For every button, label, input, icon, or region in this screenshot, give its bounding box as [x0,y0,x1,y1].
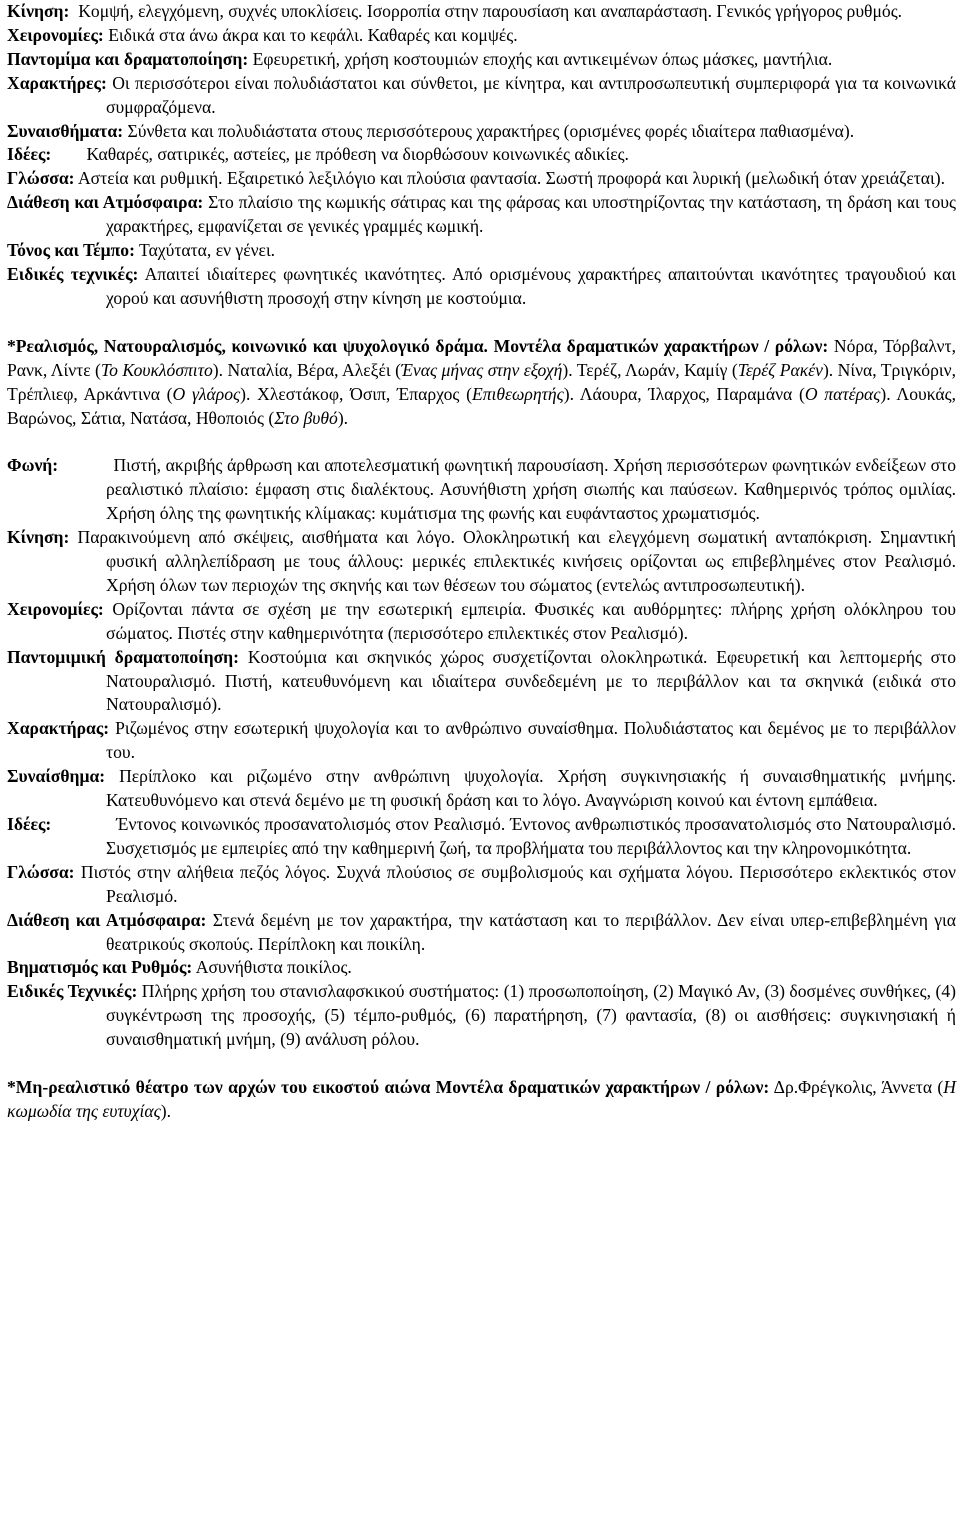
work-title: Το Κουκλόσπιτο [100,359,213,380]
entry-label: Χαρακτήρες: [7,72,107,93]
entry-label: Διάθεση και Ατμόσφαιρα: [7,192,204,213]
realism-movement-entry [7,526,956,598]
entry-label: Χειρονομίες: [7,24,104,45]
work-title: Ο γλάρος [172,383,241,404]
entry-label: Παντομίμα και δραματοποίηση: [7,48,249,69]
comedy-characters-entry [7,72,956,120]
entry-text: Καθαρές, σατιρικές, αστείες, με πρόθεση να διορθώσουν κοινωνικές αδικίες. [86,144,629,165]
entry-label: Γλώσσα: [7,168,75,189]
section-heading: *Μη-ρεαλιστικό θέατρο των αρχών του εικοστού αιώνα Μοντέλα δραματικών χαρακτήρων / ρόλων: [7,1077,770,1098]
realism-language-entry [7,861,956,909]
entry-text: Ειδικά στα άνω άκρα και το κεφάλι. Καθαρές και κομψές. [108,24,518,45]
comedy-pantomime-entry [7,48,956,72]
entry-text: Εφευρετική, χρήση κοστουμιών εποχής και αντικειμένων όπως μάσκες, μαντήλια. [252,48,833,69]
entry-text: Στο πλαίσιο της κωμικής σάτιρας και της φάρσας και υποστηρίζοντας την κατάσταση, τη δράση και τους χαρακτήρες, εμφανίζεται σε γενικές γραμμές κωμική. [106,192,956,237]
work-title: Ένας μήνας στην εξοχή [400,359,563,380]
comedy-mood-entry [7,191,956,239]
text-run: ). [337,407,349,428]
entry-label: Ειδικές τεχνικές: [7,263,139,284]
entry-text: Σύνθετα και πολυδιάστατα στους περισσότερους χαρακτήρες (ορισμένες φορές ιδιαίτερα παθιασμένα). [127,120,855,141]
work-title: Επιθεωρητής [471,383,564,404]
work-title: Τερέζ Ρακέν [737,359,823,380]
entry-text: Κοστούμια και σκηνικός χώρος συσχετίζονται ολοκληρωτικά. Εφευρετική και λεπτομερής στο Νατουραλισμό. Πιστή, κατευθυνόμενη και ιδιαίτερα συνδεδεμένη με το περιβάλλον και τα σκηνικά (ειδικά στο Νατουραλισμό). [106,646,957,715]
entry-text: Κομψή, ελεγχόμενη, συχνές υποκλίσεις. Ισορροπία στην παρουσίαση και αναπαράσταση. Γενικός γρήγορος ρυθμός. [78,1,903,21]
entry-label: Βηματισμός και Ρυθμός: [7,957,193,978]
comedy-emotions-entry [7,120,956,144]
realism-techniques-entry [7,980,956,1052]
entry-text: Πλήρης χρήση του στανισλαφσκικού συστήματος: (1) προσωποποίηση, (2) Μαγικό Αν, (3) δοσμένες συνθήκες, (4) συγκέντρωση της προσοχής, (5) τέμπο-ρυθμός, (6) παρατήρηση, (7) φαντασία, (8) οι αισθήσεις: συγκινησιακή ή συναισθηματική μνήμη, (9) ανάλυση ρόλου. [106,981,956,1050]
entry-label: Παντομιμική δραματοποίηση: [7,646,240,667]
section-gap [7,311,956,335]
entry-text: Απαιτεί ιδιαίτερες φωνητικές ικανότητες. Από ορισμένους χαρακτήρες απαιτούνται ικανότητες τραγουδιού και χορού και ασυνήθιστη προσοχή στην κίνηση με κοστούμια. [106,263,956,308]
entry-text: Αστεία και ρυθμική. Εξαιρετικό λεξιλόγιο και πλούσια φαντασία. Σωστή προφορά και λυρική (μελωδική όταν χρειάζεται). [77,168,946,189]
text-run: ). Νίνα, Τριγκόριν, Τρέπλιεφ, Αρκάντινα ( [7,359,956,404]
work-title: Η κωμωδία της ευτυχίας [7,1077,956,1121]
comedy-techniques-entry [7,263,956,311]
realism-character-entry [7,717,956,765]
entry-text: Πιστή, ακριβής άρθρωση και αποτελεσματική φωνητική παρουσίαση. Χρήση περισσότερων φωνητικών ενδείξεων στο ρεαλιστικό πλαίσιο: έμφαση στις διαλέκτους. Ασυνήθιστη χρήση σιωπής και παύσεων. Καθημερινός τρόπος ομιλίας. Χρήση όλης της φωνητικής κλίμακας: κυμάτισμα της φωνής και ευφάνταστος χρωματισμός. [106,455,957,524]
work-title: Στο βυθό [274,407,338,428]
nonrealism-models-paragraph [7,1076,956,1124]
realism-pacing-entry [7,956,956,980]
entry-label: Διάθεση και Ατμόσφαιρα: [7,909,207,930]
entry-label: Κίνηση: [7,527,70,548]
realism-pantomime-entry [7,646,956,718]
comedy-movement-entry [7,0,956,24]
entry-text: Περίπλοκο και ριζωμένο στην ανθρώπινη ψυχολογία. Χρήση συγκινησιακής ή συναισθηματικής μνήμης. Κατευθυνόμενο και στενά δεμένο με τη φυσική δράση και το λόγο. Αναγνώριση κοινού και έντονη εμπάθεια. [106,766,956,811]
text-run: Δρ.Φρέγκολις, Άννετα ( [769,1077,944,1098]
entry-text: Παρακινούμενη από σκέψεις, αισθήματα και λόγο. Ολοκληρωτική και ελεγχόμενη σωματική ανταπόκριση. Σημαντική φυσική αλληλεπίδραση με τους άλλους: μερικές επιλεκτικές κινήσεις ορίζονται ως επιβεβλημένες στον Ρεαλισμό. Χρήση όλων των περιοχών της σκηνής και των θέσεων του σώματος (εντελώς αντιπροσωπευτική). [77,527,957,595]
comedy-tempo-entry [7,239,956,263]
entry-text: Πιστός στην αλήθεια πεζός λόγος. Συχνά πλούσιος σε συμβολισμούς και σχήματα λόγου. Περισσότερο εκλεκτικός στον Ρεαλισμό. [80,861,956,906]
entry-text: Ορίζονται πάντα σε σχέση με την εσωτερική εμπειρία. Φυσικές και αυθόρμητες: πλήρης χρήση ολόκληρου του σώματος. Πιστές στην καθημερινότητα (περισσότερο επιλεκτικές στον Ρεαλισμό). [106,598,956,643]
entry-label: Συναισθήματα: [7,120,124,141]
entry-text: Ριζωμένος στην εσωτερική ψυχολογία και το ανθρώπινο συναίσθημα. Πολυδιάστατος και δεμένος με το περιβάλλον του. [106,718,956,763]
text-run: ). Λάουρα, Ίλαρχος, Παραμάνα ( [563,383,805,404]
entry-label: Συναίσθημα: [7,766,106,787]
entry-text: Ασυνήθιστα ποικίλος. [195,957,352,978]
section-gap [7,430,956,454]
text-run: ). Λουκάς, Βαρώνος, Σάτια, Νατάσα, Ηθοποιός ( [7,383,956,428]
text-run: ). [160,1100,172,1121]
text-run: ). Χλεστάκοφ, Όσιπ, Έπαρχος ( [240,383,472,404]
comedy-language-entry [7,167,956,191]
entry-label: Κίνηση: [7,1,70,21]
entry-label: Φωνή: [7,455,59,476]
entry-text: Έντονος κοινωνικός προσανατολισμός στον Ρεαλισμό. Έντονος ανθρωπιστικός προσανατολισμός στο Νατουραλισμό. Συσχετισμός με εμπειρίες από την καθημερινή ζωή, τα προβλήματα του περιβάλλοντος και την κληρονομικότητα. [106,814,956,858]
entry-label: Χειρονομίες: [7,598,104,619]
text-run: Νόρα, Τόρβαλντ, Ρανκ, Λίντε ( [7,335,956,380]
realism-ideas-entry [7,813,956,861]
entry-label: Ειδικές Τεχνικές: [7,981,138,1002]
realism-mood-entry [7,909,956,957]
entry-label: Τόνος και Τέμπο: [7,240,135,261]
realism-emotion-entry [7,765,956,813]
work-title: Ο πατέρας [804,383,881,404]
entry-label: Γλώσσα: [7,861,75,882]
comedy-ideas-entry [7,143,956,167]
section-heading: *Ρεαλισμός, Νατουραλισμός, κοινωνικό και ψυχολογικό δράμα. Μοντέλα δραματικών χαρακτήρων / ρόλων: [7,335,829,356]
entry-text: Οι περισσότεροι είναι πολυδιάστατοι και σύνθετοι, με κίνητρα, και αντιπροσωπευτική συμπεριφορά για τα κοινωνικά συμφραζόμενα. [106,72,956,117]
section-gap [7,1052,956,1076]
entry-label: Ιδέες: [7,144,52,165]
text-run: ). Ναταλία, Βέρα, Αλεξέι ( [212,359,401,380]
comedy-gestures-entry [7,24,956,48]
realism-gestures-entry [7,598,956,646]
entry-text: Στενά δεμένη με τον χαρακτήρα, την κατάσταση και το περιβάλλον. Δεν είναι υπερ-επιβεβλημένη για θεατρικούς σκοπούς. Περίπλοκη και ποικίλη. [106,909,957,954]
text-run: ). Τερέζ, Λωράν, Καμίγ ( [562,359,738,380]
realism-models-paragraph [7,335,956,431]
entry-label: Ιδέες: [7,814,52,834]
entry-label: Χαρακτήρας: [7,718,110,739]
realism-voice-entry [7,454,956,526]
entry-text: Ταχύτατα, εν γένει. [139,240,276,261]
